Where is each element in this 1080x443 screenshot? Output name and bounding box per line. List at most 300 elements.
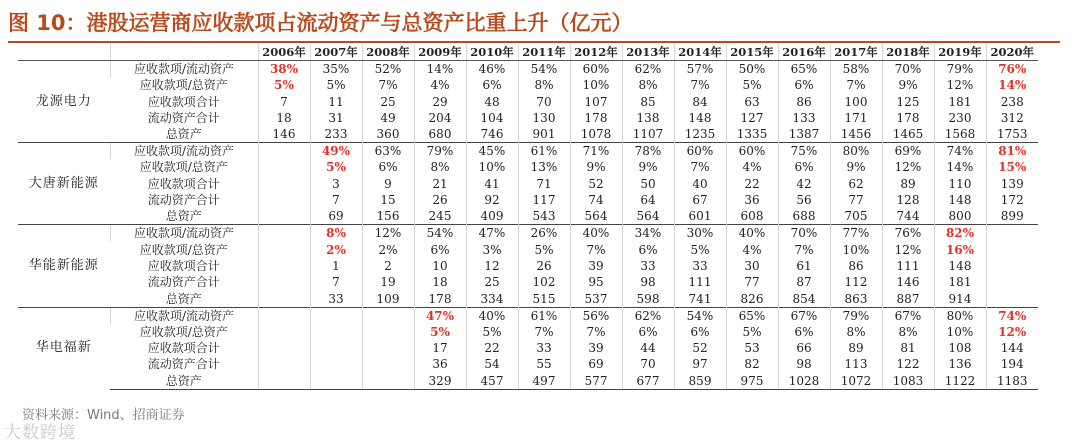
table-row bbox=[18, 93, 1038, 109]
value-cell: 112 bbox=[830, 274, 882, 290]
value-cell: 1 bbox=[310, 258, 362, 274]
value-cell: 40% bbox=[726, 225, 778, 242]
value-cell: 14% bbox=[414, 61, 466, 78]
year-header: 2015年 bbox=[726, 44, 778, 61]
value-cell: 109 bbox=[362, 291, 414, 308]
value-cell: 47% bbox=[414, 307, 466, 324]
value-cell bbox=[362, 373, 414, 390]
value-cell: 39 bbox=[570, 340, 622, 356]
value-cell: 12% bbox=[362, 225, 414, 242]
value-cell: 12 bbox=[466, 258, 518, 274]
value-cell: 245 bbox=[414, 208, 466, 225]
value-cell: 677 bbox=[622, 373, 674, 390]
table-row bbox=[18, 110, 1038, 126]
value-cell: 26 bbox=[518, 258, 570, 274]
value-cell: 65% bbox=[778, 61, 830, 78]
value-cell bbox=[258, 373, 310, 390]
value-cell: 4% bbox=[726, 159, 778, 175]
value-cell bbox=[258, 340, 310, 356]
metric-label: 应收款项合计 bbox=[147, 176, 220, 191]
value-cell: 5% bbox=[726, 324, 778, 340]
value-cell: 146 bbox=[258, 126, 310, 143]
value-cell: 171 bbox=[830, 110, 882, 126]
value-cell: 854 bbox=[778, 291, 830, 308]
value-cell bbox=[258, 143, 310, 160]
value-cell: 6% bbox=[466, 77, 518, 93]
value-cell bbox=[258, 159, 310, 175]
value-cell: 50 bbox=[622, 176, 674, 192]
value-cell: 86 bbox=[830, 258, 882, 274]
value-cell: 58% bbox=[830, 61, 882, 78]
value-cell bbox=[258, 241, 310, 257]
value-cell bbox=[362, 307, 414, 324]
metric-label: 应收款项/总资产 bbox=[139, 78, 228, 93]
year-header: 2018年 bbox=[882, 44, 934, 61]
value-cell: 12% bbox=[882, 241, 934, 257]
metric-label: 应收款项/流动资产 bbox=[110, 225, 258, 242]
value-cell: 15 bbox=[362, 192, 414, 208]
metric-label: 应收款项/流动资产 bbox=[110, 61, 258, 78]
value-cell: 680 bbox=[414, 126, 466, 143]
value-cell: 81 bbox=[882, 340, 934, 356]
value-cell: 82 bbox=[726, 356, 778, 372]
table-row bbox=[18, 274, 1038, 290]
table-row bbox=[18, 258, 1038, 274]
value-cell: 57% bbox=[674, 61, 726, 78]
metric-label: 应收款项/流动资产 bbox=[110, 143, 258, 160]
value-cell: 7% bbox=[674, 77, 726, 93]
value-cell: 34% bbox=[622, 225, 674, 242]
value-cell: 8% bbox=[830, 324, 882, 340]
value-cell: 800 bbox=[934, 208, 986, 225]
value-cell: 77 bbox=[726, 274, 778, 290]
value-cell: 70% bbox=[778, 225, 830, 242]
value-cell: 6% bbox=[778, 77, 830, 93]
value-cell: 50% bbox=[726, 61, 778, 78]
value-cell: 33 bbox=[622, 258, 674, 274]
year-header: 2012年 bbox=[570, 44, 622, 61]
value-cell: 5% bbox=[466, 324, 518, 340]
value-cell: 74 bbox=[570, 192, 622, 208]
value-cell: 139 bbox=[986, 176, 1038, 192]
value-cell: 52% bbox=[362, 61, 414, 78]
value-cell: 148 bbox=[674, 110, 726, 126]
value-cell: 56 bbox=[778, 192, 830, 208]
value-cell: 70 bbox=[622, 356, 674, 372]
value-cell: 4% bbox=[726, 241, 778, 257]
table-row bbox=[18, 143, 1038, 160]
value-cell bbox=[362, 340, 414, 356]
value-cell: 69 bbox=[310, 208, 362, 225]
value-cell bbox=[258, 258, 310, 274]
value-cell bbox=[310, 324, 362, 340]
value-cell: 54% bbox=[674, 307, 726, 324]
value-cell: 52 bbox=[674, 340, 726, 356]
value-cell: 45% bbox=[466, 143, 518, 160]
value-cell: 975 bbox=[726, 373, 778, 390]
year-header: 2019年 bbox=[934, 44, 986, 61]
value-cell: 826 bbox=[726, 291, 778, 308]
value-cell: 26 bbox=[414, 192, 466, 208]
value-cell bbox=[986, 225, 1038, 242]
metric-label: 总资产 bbox=[110, 373, 258, 390]
value-cell bbox=[258, 192, 310, 208]
value-cell: 5% bbox=[310, 77, 362, 93]
value-cell: 79% bbox=[414, 143, 466, 160]
value-cell: 54% bbox=[518, 61, 570, 78]
value-cell: 40 bbox=[674, 176, 726, 192]
year-header: 2016年 bbox=[778, 44, 830, 61]
value-cell: 2% bbox=[362, 241, 414, 257]
value-cell: 63 bbox=[726, 93, 778, 109]
value-cell: 74% bbox=[986, 307, 1038, 324]
value-cell: 138 bbox=[622, 110, 674, 126]
value-cell: 111 bbox=[674, 274, 726, 290]
table-row bbox=[18, 307, 1038, 324]
value-cell: 26% bbox=[518, 225, 570, 242]
value-cell bbox=[310, 340, 362, 356]
value-cell: 19 bbox=[362, 274, 414, 290]
value-cell: 1122 bbox=[934, 373, 986, 390]
value-cell: 329 bbox=[414, 373, 466, 390]
metric-label: 流动资产合计 bbox=[147, 110, 220, 125]
table-body bbox=[18, 44, 1038, 389]
value-cell bbox=[310, 356, 362, 372]
metric-label: 流动资产合计 bbox=[147, 193, 220, 208]
figure-title: 图 10：港股运营商应收款项占流动资产与总资产比重上升（亿元） bbox=[8, 11, 633, 35]
value-cell: 899 bbox=[986, 208, 1038, 225]
value-cell: 5% bbox=[518, 241, 570, 257]
value-cell: 42 bbox=[778, 176, 830, 192]
value-cell: 15% bbox=[986, 159, 1038, 175]
value-cell: 5% bbox=[310, 159, 362, 175]
value-cell: 8% bbox=[310, 225, 362, 242]
value-cell: 1183 bbox=[986, 373, 1038, 390]
value-cell: 60% bbox=[726, 143, 778, 160]
value-cell: 1107 bbox=[622, 126, 674, 143]
title-divider bbox=[8, 41, 1060, 43]
value-cell: 360 bbox=[362, 126, 414, 143]
value-cell: 1335 bbox=[726, 126, 778, 143]
value-cell: 71% bbox=[570, 143, 622, 160]
value-cell: 887 bbox=[882, 291, 934, 308]
value-cell: 1028 bbox=[778, 373, 830, 390]
table-row bbox=[18, 208, 1038, 225]
value-cell: 6% bbox=[778, 159, 830, 175]
value-cell: 7% bbox=[570, 324, 622, 340]
value-cell bbox=[986, 241, 1038, 257]
value-cell: 61 bbox=[778, 258, 830, 274]
value-cell: 80% bbox=[934, 307, 986, 324]
value-cell: 29 bbox=[414, 93, 466, 109]
value-cell bbox=[362, 324, 414, 340]
value-cell: 30% bbox=[674, 225, 726, 242]
value-cell: 69% bbox=[882, 143, 934, 160]
value-cell: 85 bbox=[622, 93, 674, 109]
value-cell: 230 bbox=[934, 110, 986, 126]
value-cell: 5% bbox=[726, 77, 778, 93]
table-row bbox=[18, 373, 1038, 390]
value-cell: 608 bbox=[726, 208, 778, 225]
value-cell: 9% bbox=[882, 77, 934, 93]
value-cell: 6% bbox=[674, 324, 726, 340]
value-cell: 601 bbox=[674, 208, 726, 225]
value-cell: 598 bbox=[622, 291, 674, 308]
year-header: 2009年 bbox=[414, 44, 466, 61]
value-cell: 7% bbox=[830, 77, 882, 93]
value-cell: 1072 bbox=[830, 373, 882, 390]
value-cell: 705 bbox=[830, 208, 882, 225]
value-cell: 62 bbox=[830, 176, 882, 192]
value-cell: 1235 bbox=[674, 126, 726, 143]
metric-label: 流动资产合计 bbox=[147, 275, 220, 290]
value-cell: 77% bbox=[830, 225, 882, 242]
value-cell: 62% bbox=[622, 307, 674, 324]
value-cell: 102 bbox=[518, 274, 570, 290]
value-cell: 65% bbox=[726, 307, 778, 324]
value-cell: 741 bbox=[674, 291, 726, 308]
value-cell: 71 bbox=[518, 176, 570, 192]
value-cell: 148 bbox=[934, 258, 986, 274]
value-cell: 25 bbox=[362, 93, 414, 109]
year-header: 2017年 bbox=[830, 44, 882, 61]
table-row bbox=[18, 225, 1038, 242]
value-cell: 49% bbox=[310, 143, 362, 160]
value-cell: 8% bbox=[414, 159, 466, 175]
value-cell: 14% bbox=[986, 77, 1038, 93]
value-cell: 3 bbox=[310, 176, 362, 192]
value-cell: 497 bbox=[518, 373, 570, 390]
value-cell: 859 bbox=[674, 373, 726, 390]
value-cell: 12% bbox=[882, 159, 934, 175]
value-cell: 16% bbox=[934, 241, 986, 257]
value-cell: 6% bbox=[622, 324, 674, 340]
value-cell: 204 bbox=[414, 110, 466, 126]
value-cell: 108 bbox=[934, 340, 986, 356]
year-header: 2013年 bbox=[622, 44, 674, 61]
value-cell: 156 bbox=[362, 208, 414, 225]
value-cell bbox=[310, 307, 362, 324]
table-row bbox=[18, 192, 1038, 208]
value-cell: 61% bbox=[518, 143, 570, 160]
metric-label: 总资产 bbox=[165, 291, 202, 306]
value-cell: 12% bbox=[934, 77, 986, 93]
value-cell: 515 bbox=[518, 291, 570, 308]
value-cell: 10% bbox=[934, 324, 986, 340]
value-cell: 78% bbox=[622, 143, 674, 160]
value-cell: 107 bbox=[570, 93, 622, 109]
value-cell: 70% bbox=[882, 61, 934, 78]
value-cell: 54 bbox=[466, 356, 518, 372]
value-cell: 537 bbox=[570, 291, 622, 308]
value-cell bbox=[310, 373, 362, 390]
value-cell: 564 bbox=[570, 208, 622, 225]
value-cell: 409 bbox=[466, 208, 518, 225]
value-cell: 77 bbox=[830, 192, 882, 208]
value-cell: 40% bbox=[466, 307, 518, 324]
value-cell: 82% bbox=[934, 225, 986, 242]
value-cell: 178 bbox=[882, 110, 934, 126]
value-cell: 56% bbox=[570, 307, 622, 324]
value-cell: 1465 bbox=[882, 126, 934, 143]
value-cell: 55 bbox=[518, 356, 570, 372]
metric-label: 应收款项/总资产 bbox=[139, 242, 228, 257]
value-cell: 233 bbox=[310, 126, 362, 143]
value-cell: 4% bbox=[414, 77, 466, 93]
value-cell: 25 bbox=[466, 274, 518, 290]
year-header: 2007年 bbox=[310, 44, 362, 61]
table-row bbox=[18, 241, 1038, 257]
value-cell: 75% bbox=[778, 143, 830, 160]
value-cell: 84 bbox=[674, 93, 726, 109]
value-cell: 746 bbox=[466, 126, 518, 143]
value-cell: 172 bbox=[986, 192, 1038, 208]
value-cell: 46% bbox=[466, 61, 518, 78]
value-cell: 7 bbox=[258, 93, 310, 109]
value-cell: 8% bbox=[518, 77, 570, 93]
value-cell bbox=[258, 274, 310, 290]
value-cell: 87 bbox=[778, 274, 830, 290]
value-cell: 40% bbox=[570, 225, 622, 242]
value-cell: 38% bbox=[258, 61, 310, 78]
value-cell: 67 bbox=[674, 192, 726, 208]
value-cell: 33 bbox=[310, 291, 362, 308]
value-cell: 181 bbox=[934, 274, 986, 290]
value-cell: 100 bbox=[830, 93, 882, 109]
value-cell: 5% bbox=[414, 324, 466, 340]
value-cell: 18 bbox=[258, 110, 310, 126]
value-cell: 901 bbox=[518, 126, 570, 143]
value-cell: 178 bbox=[414, 291, 466, 308]
value-cell: 79% bbox=[934, 61, 986, 78]
value-cell: 6% bbox=[778, 324, 830, 340]
value-cell: 17 bbox=[414, 340, 466, 356]
source-note: 资料来源：Wind、招商证券 bbox=[22, 408, 185, 423]
value-cell: 3% bbox=[466, 241, 518, 257]
value-cell: 744 bbox=[882, 208, 934, 225]
table-row bbox=[18, 356, 1038, 372]
value-cell: 144 bbox=[986, 340, 1038, 356]
value-cell: 12% bbox=[986, 324, 1038, 340]
value-cell: 70 bbox=[518, 93, 570, 109]
value-cell bbox=[986, 291, 1038, 308]
value-cell: 8% bbox=[622, 77, 674, 93]
value-cell: 10% bbox=[466, 159, 518, 175]
metric-label: 总资产 bbox=[165, 209, 202, 224]
table-row bbox=[18, 324, 1038, 340]
value-cell: 6% bbox=[362, 159, 414, 175]
value-cell: 11 bbox=[310, 93, 362, 109]
value-cell bbox=[986, 258, 1038, 274]
value-cell: 67% bbox=[778, 307, 830, 324]
value-cell: 7% bbox=[362, 77, 414, 93]
value-cell: 62% bbox=[622, 61, 674, 78]
value-cell: 181 bbox=[934, 93, 986, 109]
value-cell: 18 bbox=[414, 274, 466, 290]
value-cell: 13% bbox=[518, 159, 570, 175]
value-cell: 44 bbox=[622, 340, 674, 356]
value-cell: 5% bbox=[258, 77, 310, 93]
value-cell: 10% bbox=[830, 241, 882, 257]
value-cell: 9% bbox=[830, 159, 882, 175]
value-cell: 39 bbox=[570, 258, 622, 274]
value-cell: 10% bbox=[570, 77, 622, 93]
value-cell: 128 bbox=[882, 192, 934, 208]
value-cell: 334 bbox=[466, 291, 518, 308]
value-cell: 113 bbox=[830, 356, 882, 372]
value-cell: 14% bbox=[934, 159, 986, 175]
value-cell: 564 bbox=[622, 208, 674, 225]
value-cell: 577 bbox=[570, 373, 622, 390]
value-cell: 2 bbox=[362, 258, 414, 274]
value-cell: 6% bbox=[622, 241, 674, 257]
data-table bbox=[18, 44, 1038, 390]
header-row bbox=[18, 44, 1038, 61]
metric-label: 总资产 bbox=[165, 127, 202, 142]
value-cell: 21 bbox=[414, 176, 466, 192]
company-name: 龙源电力 bbox=[18, 61, 110, 143]
value-cell: 89 bbox=[882, 176, 934, 192]
value-cell: 66 bbox=[778, 340, 830, 356]
value-cell: 97 bbox=[674, 356, 726, 372]
table-row bbox=[18, 126, 1038, 143]
value-cell: 52 bbox=[570, 176, 622, 192]
value-cell: 9 bbox=[362, 176, 414, 192]
value-cell: 22 bbox=[726, 176, 778, 192]
value-cell: 67% bbox=[882, 307, 934, 324]
value-cell: 64 bbox=[622, 192, 674, 208]
value-cell: 49 bbox=[362, 110, 414, 126]
value-cell: 81% bbox=[986, 143, 1038, 160]
value-cell: 7% bbox=[674, 159, 726, 175]
year-header: 2008年 bbox=[362, 44, 414, 61]
value-cell: 6% bbox=[414, 241, 466, 257]
value-cell bbox=[258, 324, 310, 340]
value-cell: 89 bbox=[830, 340, 882, 356]
value-cell: 104 bbox=[466, 110, 518, 126]
value-cell: 863 bbox=[830, 291, 882, 308]
value-cell: 53 bbox=[726, 340, 778, 356]
year-header: 2006年 bbox=[258, 44, 310, 61]
value-cell: 136 bbox=[934, 356, 986, 372]
value-cell: 133 bbox=[778, 110, 830, 126]
company-name: 大唐新能源 bbox=[18, 143, 110, 225]
value-cell bbox=[986, 274, 1038, 290]
value-cell: 92 bbox=[466, 192, 518, 208]
value-cell: 457 bbox=[466, 373, 518, 390]
value-cell: 1083 bbox=[882, 373, 934, 390]
value-cell: 98 bbox=[778, 356, 830, 372]
value-cell: 22 bbox=[466, 340, 518, 356]
metric-label: 应收款项合计 bbox=[147, 258, 220, 273]
metric-label: 应收款项/总资产 bbox=[139, 160, 228, 175]
value-cell bbox=[258, 176, 310, 192]
watermark: 大数跨境 bbox=[4, 423, 76, 443]
metric-label: 流动资产合计 bbox=[147, 357, 220, 372]
value-cell: 914 bbox=[934, 291, 986, 308]
value-cell: 76% bbox=[882, 225, 934, 242]
value-cell: 148 bbox=[934, 192, 986, 208]
value-cell: 1456 bbox=[830, 126, 882, 143]
value-cell: 47% bbox=[466, 225, 518, 242]
value-cell: 1387 bbox=[778, 126, 830, 143]
value-cell: 79% bbox=[830, 307, 882, 324]
metric-label: 应收款项合计 bbox=[147, 341, 220, 356]
value-cell: 127 bbox=[726, 110, 778, 126]
value-cell: 110 bbox=[934, 176, 986, 192]
value-cell: 5% bbox=[674, 241, 726, 257]
value-cell: 7% bbox=[570, 241, 622, 257]
